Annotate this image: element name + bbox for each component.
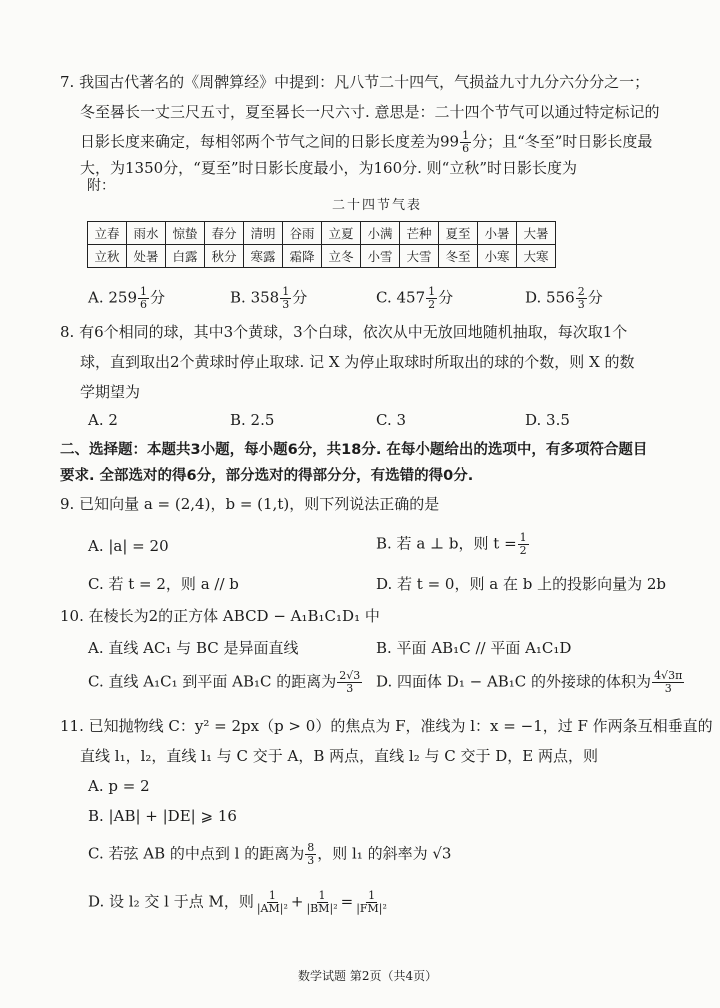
table-row (88, 222, 556, 245)
table-cell: 大暑 (517, 222, 556, 245)
q8-line1: 8. 有6个相同的球，其中3个黄球，3个白球，依次从中无放回地随机抽取，每次取1个 (60, 323, 628, 341)
table-cell: 白露 (166, 245, 205, 268)
option-frac (518, 532, 529, 557)
frac-den: 3 (282, 298, 290, 311)
frac-num: 1 (368, 889, 376, 902)
q7-line1: 7. 我国古代著名的《周髀算经》中提到：凡八节二十四气，气损益九寸九分六分分之一； (60, 73, 650, 91)
option-frac (652, 670, 684, 695)
table-cell: 春分 (205, 222, 244, 245)
frac-den: 3 (577, 298, 585, 311)
q8-option-a: A. 2 (88, 411, 118, 429)
q7-frac-den: 6 (462, 142, 470, 155)
q10-option-d (376, 670, 685, 695)
option-frac (138, 286, 149, 311)
table-cell: 小满 (361, 222, 400, 245)
frac-den: |BM|² (306, 902, 338, 915)
q11-line2: 直线 l₁，l₂，直线 l₁ 与 C 交于 A，B 两点，直线 l₂ 与 C 交于 D，E 两点，则 (80, 747, 599, 765)
table-cell: 惊蛰 (166, 222, 205, 245)
option-label: B. (230, 288, 246, 307)
option-unit: 分 (587, 288, 603, 307)
q11-option-b: B. |AB| + |DE| ⩾ 16 (88, 807, 237, 825)
frac-num: 4√3π (654, 669, 683, 682)
option-label: A. (88, 288, 104, 307)
table-cell: 清明 (244, 222, 283, 245)
q9-option-d: D. 若 t = 0，则 a 在 b 上的投影向量为 2b (376, 575, 667, 593)
frac-den: 3 (664, 682, 672, 695)
q11-option-d (88, 890, 390, 915)
option-text: D. 设 l₂ 交 l 于点 M，则 (88, 892, 254, 911)
option-unit: 分 (438, 288, 454, 307)
option-label: C. (376, 288, 392, 307)
frac-den: 2 (519, 544, 527, 557)
table-cell: 寒露 (244, 245, 283, 268)
frac-den: 2 (428, 298, 436, 311)
option-frac (426, 286, 437, 311)
frac-num: 1 (140, 285, 148, 298)
option-frac (337, 670, 362, 695)
table-cell: 小寒 (478, 245, 517, 268)
q7-frac-num: 1 (462, 129, 470, 142)
frac-den: 6 (140, 298, 148, 311)
table-cell: 谷雨 (283, 222, 322, 245)
table-cell: 冬至 (439, 245, 478, 268)
q10-option-b: B. 平面 AB₁C // 平面 A₁C₁D (376, 639, 572, 657)
option-int: 457 (396, 288, 426, 307)
option-text: B. 若 a ⊥ b，则 t = (376, 534, 517, 553)
table-cell: 霜降 (283, 245, 322, 268)
q7-option-c (376, 286, 453, 311)
q10-stem: 10. 在棱长为2的正方体 ABCD − A₁B₁C₁D₁ 中 (60, 607, 380, 625)
q8-option-c: C. 3 (376, 411, 407, 429)
frac-num: 1 (282, 285, 290, 298)
frac-den: |AM|² (256, 902, 288, 915)
q9-option-c: C. 若 t = 2，则 a // b (88, 575, 239, 593)
q11-option-c (88, 842, 451, 867)
table-cell: 秋分 (205, 245, 244, 268)
page-footer: 数学试题 第2页（共4页） (298, 969, 438, 983)
table-cell: 立春 (88, 222, 127, 245)
q7-line3-pre: 日影长度来确定，每相邻两个节气之间的日影长度差为99 (80, 132, 460, 151)
option-unit: 分 (292, 288, 308, 307)
q7-fraction (460, 130, 471, 155)
table-cell: 立冬 (322, 245, 361, 268)
q7-option-a (88, 286, 165, 311)
option-text: C. 直线 A₁C₁ 到平面 AB₁C 的距离为 (88, 672, 337, 691)
table-cell: 处暑 (127, 245, 166, 268)
q9-option-a: A. |a| = 20 (88, 537, 169, 555)
q11-option-a: A. p = 2 (88, 777, 150, 795)
q9-option-b (376, 532, 530, 557)
option-frac (576, 286, 587, 311)
q10-option-c (88, 670, 363, 695)
option-frac (280, 286, 291, 311)
operator: + (290, 892, 304, 911)
q7-line3-post: 分；且“冬至”时日影长度最 (472, 132, 653, 151)
frac-den: 3 (307, 854, 315, 867)
q8-option-b: B. 2.5 (230, 411, 275, 429)
option-frac (255, 890, 290, 915)
option-int: 358 (250, 288, 280, 307)
q11-line1: 11. 已知抛物线 C：y² = 2px（p > 0）的焦点为 F，准线为 l：x = −1，过 F 作两条互相垂直的 (60, 717, 713, 735)
frac-num: 1 (519, 531, 527, 544)
frac-num: 1 (428, 285, 436, 298)
option-text: ，则 l₁ 的斜率为 √3 (317, 844, 452, 863)
table-cell: 大雪 (400, 245, 439, 268)
frac-num: 8 (307, 841, 315, 854)
frac-den: |FM|² (356, 902, 387, 915)
q9-stem: 9. 已知向量 a = (2,4)，b = (1,t)，则下列说法正确的是 (60, 495, 440, 513)
option-int: 259 (108, 288, 138, 307)
frac-num: 1 (318, 889, 326, 902)
q8-line3: 学期望为 (80, 383, 141, 401)
solar-terms-table (87, 221, 556, 268)
option-unit: 分 (150, 288, 166, 307)
table-cell: 立秋 (88, 245, 127, 268)
q7-line3 (80, 130, 652, 155)
section2-line2: 要求. 全部选对的得6分，部分选对的得部分分，有选错的得0分. (60, 468, 474, 484)
q10-option-a: A. 直线 AC₁ 与 BC 是异面直线 (88, 639, 299, 657)
q7-table-title: 二十四节气表 (332, 198, 423, 213)
frac-num: 2 (577, 285, 585, 298)
table-cell: 立夏 (322, 222, 361, 245)
option-label: D. (525, 288, 542, 307)
operator: = (340, 892, 354, 911)
option-text: C. 若弦 AB 的中点到 l 的距离为 (88, 844, 305, 863)
frac-num: 2√3 (339, 669, 361, 682)
option-frac (354, 890, 389, 915)
table-cell: 小雪 (361, 245, 400, 268)
option-frac (304, 890, 339, 915)
frac-den: 3 (346, 682, 354, 695)
q8-option-d: D. 3.5 (525, 411, 570, 429)
q7-line4: 大，为1350分，“夏至”时日影长度最小，为160分. 则“立秋”时日影长度为 (80, 159, 578, 177)
q7-option-b (230, 286, 307, 311)
table-cell: 大寒 (517, 245, 556, 268)
q7-fu: 附： (87, 178, 115, 194)
table-cell: 芒种 (400, 222, 439, 245)
table-cell: 小暑 (478, 222, 517, 245)
option-text: D. 四面体 D₁ − AB₁C 的外接球的体积为 (376, 672, 652, 691)
q7-option-d (525, 286, 603, 311)
option-frac (305, 842, 316, 867)
q8-line2: 球，直到取出2个黄球时停止取球. 记 X 为停止取球时所取出的球的个数，则 X 的数 (80, 353, 635, 371)
q7-line2: 冬至晷长一丈三尺五寸，夏至晷长一尺六寸. 意思是：二十四个节气可以通过特定标记的 (80, 103, 660, 121)
option-int: 556 (546, 288, 575, 307)
table-cell: 夏至 (439, 222, 478, 245)
table-row (88, 245, 556, 268)
table-cell: 雨水 (127, 222, 166, 245)
section2-line1: 二、选择题：本题共3小题，每小题6分，共18分. 在每小题给出的选项中，有多项符合题目 (60, 442, 648, 458)
frac-num: 1 (268, 889, 276, 902)
